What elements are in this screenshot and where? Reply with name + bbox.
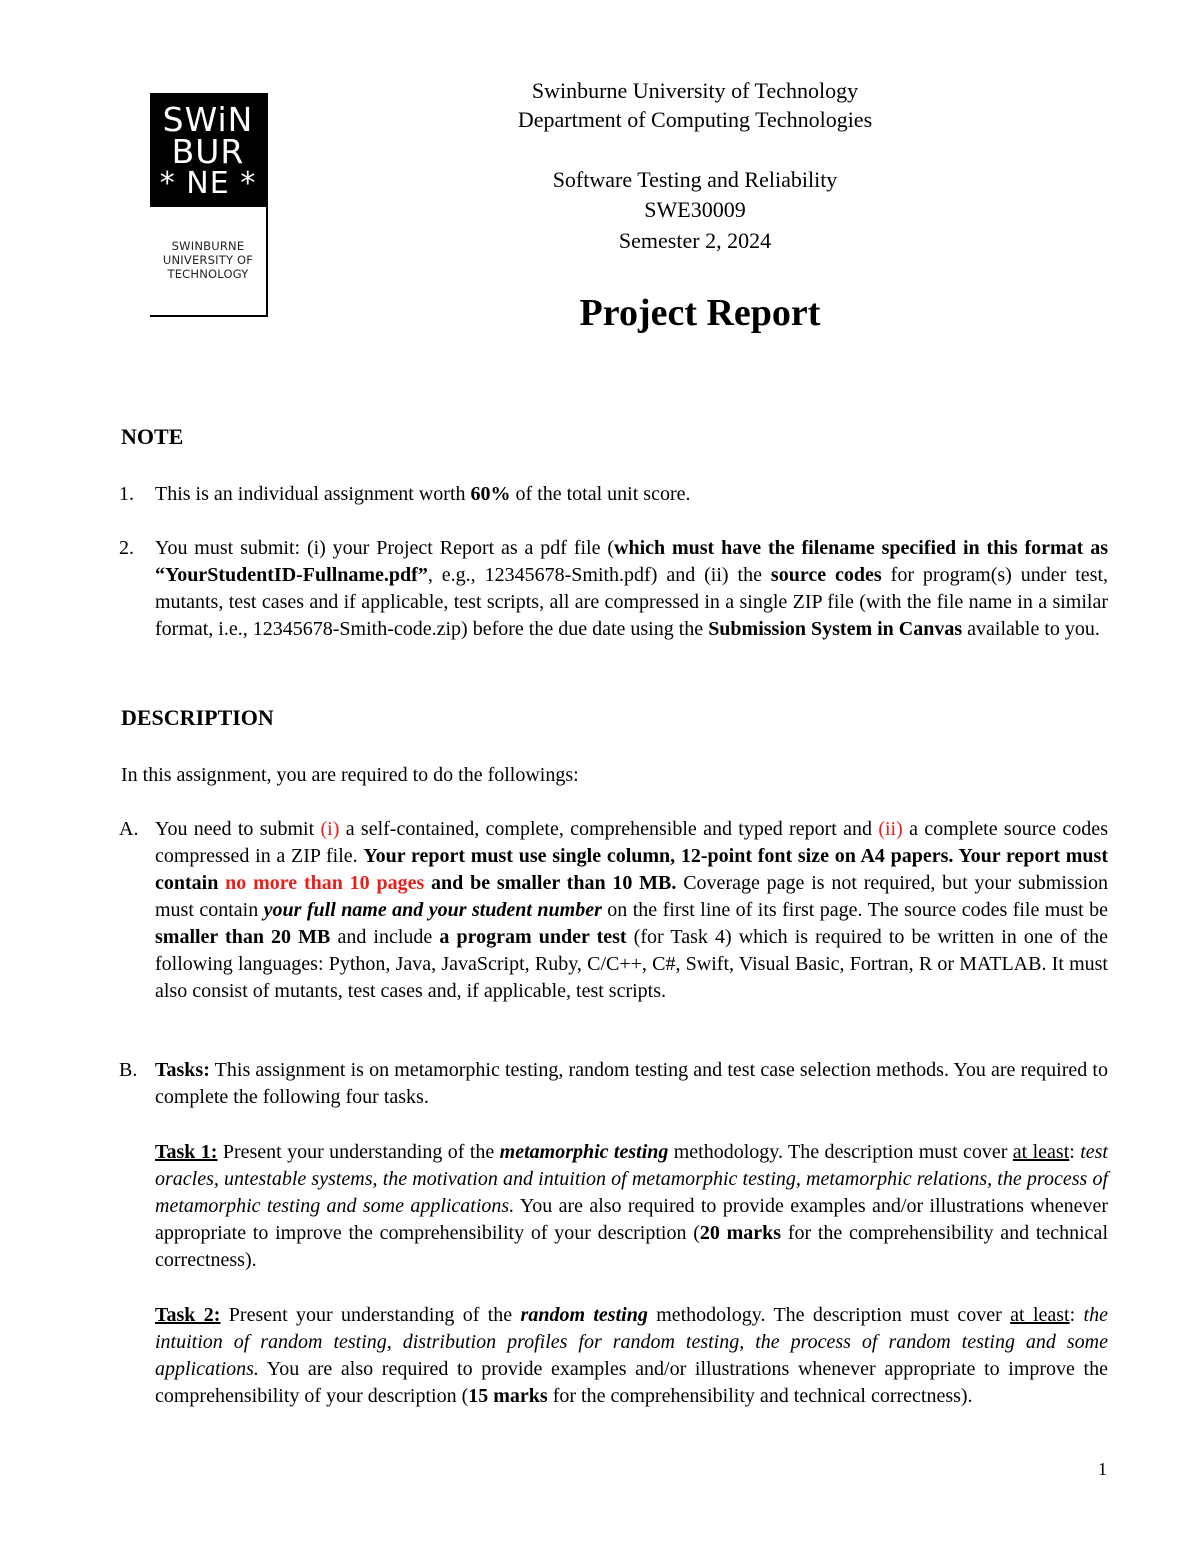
- bold-italic-text: random testing: [520, 1304, 648, 1326]
- unit-name: Software Testing and Reliability: [552, 167, 838, 192]
- bold-text: which must have the filename specified in this format as “YourStudentID-Fullname.pdf”: [155, 537, 1108, 586]
- note-heading: NOTE: [121, 424, 184, 449]
- bold-text: smaller than 20 MB: [155, 926, 331, 948]
- text: You need to submit: [155, 818, 321, 840]
- bold-text: source codes: [770, 564, 882, 586]
- logo-line-2: BUR: [171, 132, 245, 171]
- text: Present your understanding of the: [220, 1304, 521, 1326]
- text: a complete source codes compressed in a ZIP file.: [155, 818, 1108, 867]
- bold-italic-text: metamorphic testing: [499, 1141, 669, 1163]
- text: and include: [330, 926, 440, 948]
- description-heading: DESCRIPTION: [121, 705, 274, 730]
- university-name: Swinburne University of Technology: [531, 78, 859, 103]
- text: This is an individual assignment worth: [155, 483, 471, 505]
- text: This assignment is on metamorphic testing, random testing and test case selection methods. You are required to complete the following four tasks.: [155, 1059, 1108, 1108]
- text: , e.g., 12345678-Smith.pdf) and (ii) the: [427, 564, 771, 586]
- text: methodology. The description must cover: [668, 1141, 1013, 1163]
- unit-code: SWE30009: [644, 197, 746, 222]
- note-item-2: [155, 535, 1108, 643]
- task-label: Task 2:: [155, 1304, 221, 1326]
- red-bold-text: no more than 10 pages: [225, 872, 425, 894]
- text: Present your understanding of the: [217, 1141, 500, 1163]
- underlined-text: at least: [1012, 1141, 1070, 1163]
- text: methodology. The description must cover: [647, 1304, 1011, 1326]
- note-item-2-marker: 2.: [119, 537, 134, 559]
- bold-text: Your report must use single column, 12-point font size on A4 papers. Your report must contain: [155, 845, 1108, 894]
- bold-text: 60%: [470, 483, 511, 505]
- semester: Semester 2, 2024: [618, 228, 772, 253]
- logo-line-3: * NE *: [159, 166, 257, 201]
- text: for the comprehensibility and technical correctness).: [155, 1222, 1108, 1271]
- text: for program(s) under test, mutants, test cases and if applicable, test scripts, all are compressed in a single ZIP file (with the file name in a similar format, i.e., 12345678-Smith-code.zip) before the due date using the: [155, 564, 1108, 640]
- text: for the comprehensibility and technical correctness).: [547, 1385, 973, 1407]
- text: You are also required to provide examples and/or illustrations whenever appropriate to improve the comprehensibility of your description (: [155, 1358, 1108, 1407]
- text: of the total unit score.: [510, 483, 691, 505]
- bold-text: and be smaller than 10 MB.: [424, 872, 677, 894]
- task-2-paragraph: [155, 1302, 1108, 1410]
- note-item-1: [155, 481, 1108, 508]
- bold-text: 15 marks: [468, 1385, 548, 1407]
- task-label: Task 1:: [155, 1141, 218, 1163]
- text: You are also required to provide examples and/or illustrations whenever appropriate to improve the comprehensibility of your description (: [155, 1195, 1108, 1244]
- logo-sub-2: UNIVERSITY OF: [162, 253, 254, 267]
- page-number: 1: [1098, 1459, 1107, 1479]
- bold-text: Tasks:: [155, 1059, 210, 1081]
- department-name: Department of Computing Technologies: [517, 107, 873, 132]
- university-logo: [150, 93, 268, 317]
- text: (for Task 4) which is required to be written in one of the following languages: Python, Java, JavaScript, Ruby, C/C++, C#, Swift, Visual Basic, Fortran, R or MATLAB. It must also consist of mutants, test cases and, if applicable, test scripts.: [155, 926, 1109, 1002]
- text: You must submit: (i) your Project Report as a pdf file (: [155, 537, 614, 559]
- logo-line-1: SWiN: [162, 100, 254, 139]
- item-b-paragraph: [155, 1057, 1108, 1111]
- bold-text: Submission System in Canvas: [708, 618, 963, 640]
- text: :: [1069, 1304, 1084, 1326]
- red-text: (i): [320, 818, 340, 840]
- text: :: [1069, 1141, 1081, 1163]
- item-a-paragraph: [155, 816, 1108, 1005]
- italic-text: test oracles, untestable systems, the motivation and intuition of metamorphic testing, metamorphic relations, the process of metamorphic testing and some applications.: [155, 1141, 1108, 1217]
- description-intro: In this assignment, you are required to do the followings:: [121, 764, 579, 786]
- underlined-text: at least: [1010, 1304, 1070, 1326]
- bold-text: a program under test: [439, 926, 627, 948]
- item-a-marker: A.: [119, 818, 139, 840]
- bold-text: 20 marks: [699, 1222, 782, 1244]
- text: a self-contained, complete, comprehensible and typed report and: [339, 818, 879, 840]
- italic-text: the intuition of random testing, distribution profiles for random testing, the process of random testing and some applications.: [155, 1304, 1108, 1380]
- logo-sub-1: SWINBURNE: [171, 239, 245, 253]
- item-b-marker: B.: [119, 1059, 138, 1081]
- logo-sub-3: TECHNOLOGY: [167, 267, 249, 281]
- text: Coverage page is not required, but your submission must contain: [155, 872, 1108, 921]
- note-item-1-marker: 1.: [119, 483, 134, 505]
- text: available to you.: [962, 618, 1100, 640]
- text: on the first line of its first page. The source codes file must be: [601, 899, 1109, 921]
- logo-mark: [150, 93, 266, 207]
- task-1-paragraph: [155, 1139, 1108, 1274]
- document-title: Project Report: [579, 292, 821, 334]
- red-text: (ii): [878, 818, 903, 840]
- bold-italic-text: your full name and your student number: [263, 899, 602, 921]
